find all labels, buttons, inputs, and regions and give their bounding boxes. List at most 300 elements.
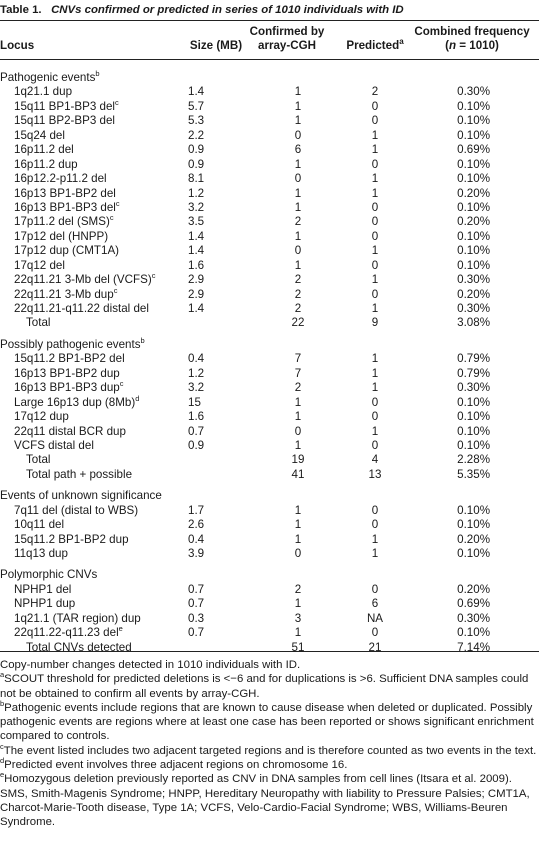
total-frequency: 5.35% <box>457 467 490 481</box>
cell-locus <box>14 533 129 547</box>
cell-predicted: 1 <box>371 128 379 142</box>
cell-frequency: 0.10% <box>457 626 490 640</box>
section-spacer <box>0 482 539 489</box>
cell-frequency: 0.10% <box>457 547 490 560</box>
cell-predicted: 0 <box>371 438 379 452</box>
cell-size: 1.4 <box>188 302 205 315</box>
table-row <box>0 518 539 532</box>
table-footnotes <box>0 658 539 830</box>
locus-text: 15q11 BP1-BP3 del <box>14 99 115 113</box>
cell-locus <box>14 273 155 287</box>
table-title: CNVs confirmed or predicted in series of 1010 individuals with ID <box>51 4 404 16</box>
section-title <box>0 568 97 582</box>
cell-predicted: 0 <box>371 395 379 409</box>
locus-text: 16p13 BP1-BP3 dup <box>14 381 120 395</box>
locus-text: 16p13 BP1-BP2 del <box>14 186 116 200</box>
table-row <box>0 381 539 395</box>
header-predicted <box>340 39 410 53</box>
locus-footnote-mark: c <box>115 199 120 209</box>
locus-footnote-mark: c <box>119 379 124 389</box>
cell-frequency: 0.30% <box>457 381 490 395</box>
section-title-sup: b <box>140 336 145 346</box>
locus-text: 22q11.21-q11.22 distal del <box>14 302 149 315</box>
total-row <box>0 468 539 482</box>
cell-size: 1.7 <box>188 503 205 517</box>
locus-text: Large 16p13 dup (8Mb) <box>14 395 136 409</box>
section-heading <box>0 338 539 352</box>
cell-size: 2.9 <box>188 273 205 287</box>
cell-predicted: 0 <box>371 157 379 171</box>
section-title <box>0 338 145 352</box>
total-predicted: 9 <box>371 316 379 330</box>
cell-predicted: 1 <box>371 244 379 258</box>
header-frequency-line2 <box>408 39 536 53</box>
table-row <box>0 143 539 157</box>
total-row <box>0 453 539 467</box>
locus-text: 1q21.1 (TAR region) dup <box>14 611 141 625</box>
total-label: Total <box>26 453 51 467</box>
locus-text: NPHP1 del <box>14 582 72 596</box>
footnote-c <box>0 741 539 758</box>
cell-confirmed: 1 <box>294 85 302 99</box>
footnote-a <box>0 672 539 701</box>
cell-size: 1.4 <box>188 244 205 258</box>
cell-predicted: 0 <box>371 626 379 640</box>
section-title <box>0 489 162 503</box>
footnote-b <box>0 701 539 744</box>
cell-frequency: 0.10% <box>457 114 490 128</box>
locus-footnote-mark: c <box>151 271 156 281</box>
cell-size: 5.3 <box>188 114 205 128</box>
locus-text: 22q11 distal BCR dup <box>14 424 126 438</box>
locus-text: 7q11 del (distal to WBS) <box>14 503 139 517</box>
total-frequency: 3.08% <box>457 316 490 330</box>
cell-frequency: 0.10% <box>457 157 490 171</box>
locus-text: NPHP1 dup <box>14 597 76 611</box>
total-confirmed: 41 <box>291 467 305 481</box>
section-heading <box>0 568 539 582</box>
locus-text: 10q11 del <box>14 518 65 532</box>
locus-text: 15q11 BP2-BP3 del <box>14 114 115 128</box>
header-confirmed-line1: Confirmed by <box>249 25 325 38</box>
total-frequency: 2.28% <box>457 453 490 467</box>
cell-confirmed: 7 <box>294 366 302 380</box>
cell-frequency: 0.10% <box>457 200 490 214</box>
cell-locus <box>14 85 72 99</box>
cell-locus <box>14 172 107 186</box>
section-spacer <box>0 561 539 568</box>
cell-frequency: 0.20% <box>457 215 490 229</box>
header-rule <box>0 59 539 60</box>
cell-confirmed: 0 <box>294 244 302 258</box>
cell-predicted: NA <box>366 611 384 625</box>
cell-predicted: 1 <box>371 532 379 546</box>
cell-predicted: 0 <box>371 287 379 301</box>
cell-predicted: 0 <box>371 258 379 272</box>
cell-frequency: 0.20% <box>457 532 490 546</box>
cell-predicted: 0 <box>371 582 379 596</box>
cell-confirmed: 1 <box>294 518 302 532</box>
section-title-text: Possibly pathogenic events <box>0 337 141 351</box>
cell-predicted: 1 <box>371 424 379 438</box>
cell-locus <box>14 285 118 302</box>
header-frequency-value: = 1010) <box>456 39 499 52</box>
cell-confirmed: 1 <box>294 258 302 272</box>
locus-text: 11q13 dup <box>14 547 68 560</box>
footnote-abbreviations: SMS, Smith-Magenis Syndrome; HNPP, Hereditary Neuropathy with liability to Pressure Palsies; CMT1A, Charcot-Marie-Tooth disease, Type 1A; VCFS, Velo-Cardio-Facial Syndrome; WBS, Williams-Beuren Syndrome. <box>0 787 530 829</box>
cell-locus <box>14 230 108 244</box>
cell-locus <box>14 129 65 143</box>
cell-confirmed: 1 <box>294 410 302 424</box>
cell-locus <box>14 158 78 172</box>
cell-confirmed: 1 <box>294 503 302 517</box>
cell-locus <box>14 518 64 532</box>
cell-locus <box>14 367 120 381</box>
total-confirmed: 19 <box>291 453 305 467</box>
cell-confirmed: 2 <box>294 582 302 596</box>
locus-text: 16p11.2 del <box>14 143 74 157</box>
cell-size: 0.9 <box>188 157 205 171</box>
cell-confirmed: 0 <box>294 172 302 186</box>
cell-confirmed: 1 <box>294 229 302 243</box>
cell-size: 2.9 <box>188 287 205 301</box>
table-row <box>0 172 539 186</box>
header-confirmed-line2: array-CGH <box>258 39 316 52</box>
bottom-rule <box>0 651 539 652</box>
header-frequency-n: n <box>448 39 457 52</box>
cell-predicted: 1 <box>371 352 379 366</box>
cell-frequency: 0.10% <box>457 128 490 142</box>
section-title-text: Events of unknown significance <box>0 489 162 503</box>
table-row <box>0 612 539 626</box>
cell-size: 3.2 <box>188 381 205 395</box>
cell-predicted: 6 <box>371 597 379 611</box>
total-label: Total CNVs detected <box>26 640 132 654</box>
header-frequency <box>408 25 536 53</box>
table-row <box>0 439 539 453</box>
locus-text: 17q12 del <box>14 258 65 272</box>
cell-size: 1.6 <box>188 410 205 424</box>
cell-predicted: 1 <box>371 186 379 200</box>
section-heading <box>0 71 539 85</box>
cell-confirmed: 0 <box>294 547 302 560</box>
locus-text: 17q12 dup <box>14 410 69 424</box>
header-frequency-line1: Combined frequency <box>414 25 530 38</box>
total-row <box>0 316 539 330</box>
cell-frequency: 0.69% <box>457 597 490 611</box>
locus-footnote-mark: c <box>109 213 114 223</box>
footnote-e-mark: e <box>0 770 5 780</box>
cell-predicted: 1 <box>371 366 379 380</box>
cell-predicted: 0 <box>371 99 379 113</box>
header-frequency-open: ( <box>445 39 449 52</box>
section-spacer <box>0 331 539 338</box>
cell-size: 1.4 <box>188 85 205 99</box>
cell-size: 3.2 <box>188 200 205 214</box>
top-rule <box>0 20 539 21</box>
cell-locus <box>14 100 119 114</box>
locus-text: VCFS distal del <box>14 438 94 452</box>
cell-frequency: 0.10% <box>457 518 490 532</box>
cell-confirmed: 2 <box>294 287 302 301</box>
footnote-a-mark: a <box>0 670 5 680</box>
cell-size: 0.9 <box>188 143 205 157</box>
cell-confirmed: 0 <box>294 424 302 438</box>
footnote-e <box>0 772 539 786</box>
cell-predicted: 0 <box>371 200 379 214</box>
cell-confirmed: 2 <box>294 302 302 315</box>
cell-size: 3.9 <box>188 547 205 560</box>
footnote-c-mark: c <box>0 741 4 751</box>
footnote-a-text: SCOUT threshold for predicted deletions is <−6 and for duplications is >6. Sufficient DNA samples could not be obtained to confirm all events by array-CGH. <box>0 673 529 700</box>
cell-size: 5.7 <box>188 99 205 113</box>
cell-frequency: 0.10% <box>457 438 490 452</box>
cell-confirmed: 1 <box>294 532 302 546</box>
cell-size: 8.1 <box>188 172 205 186</box>
cell-confirmed: 2 <box>294 381 302 395</box>
cell-predicted: 1 <box>371 172 379 186</box>
total-frequency: 7.14% <box>457 640 490 654</box>
cell-confirmed: 1 <box>294 438 302 452</box>
cell-locus <box>14 244 119 258</box>
cell-predicted: 2 <box>371 85 379 99</box>
cell-frequency: 0.30% <box>457 611 490 625</box>
cell-locus <box>14 187 116 201</box>
cell-predicted: 0 <box>371 114 379 128</box>
cell-size: 1.4 <box>188 229 205 243</box>
cell-frequency: 0.79% <box>457 352 490 366</box>
table-row <box>0 583 539 597</box>
cell-predicted: 0 <box>371 503 379 517</box>
cell-size: 1.2 <box>188 186 205 200</box>
cell-frequency: 0.10% <box>457 410 490 424</box>
total-label: Total path + possible <box>26 467 133 481</box>
footnote-intro: Copy-number changes detected in 1010 individuals with ID. <box>0 659 301 671</box>
total-predicted: 13 <box>368 467 382 481</box>
locus-footnote-mark: d <box>135 393 140 403</box>
footnote-d <box>0 758 539 772</box>
table-row <box>0 626 539 640</box>
cell-predicted: 1 <box>371 273 379 287</box>
locus-text: 1q21.1 dup <box>14 85 73 99</box>
cell-size: 0.4 <box>188 352 205 366</box>
section-title-text: Pathogenic events <box>0 71 96 84</box>
cell-confirmed: 7 <box>294 352 302 366</box>
cell-confirmed: 1 <box>294 157 302 171</box>
cell-size: 2.2 <box>188 128 205 142</box>
cell-size: 0.7 <box>188 597 205 611</box>
cell-locus <box>14 114 115 128</box>
cell-locus <box>14 143 74 157</box>
cell-locus <box>14 439 94 453</box>
cell-confirmed: 1 <box>294 597 302 611</box>
cell-size: 0.4 <box>188 532 205 546</box>
table-row <box>0 425 539 439</box>
footnote-d-mark: d <box>0 756 5 766</box>
cell-size: 3.5 <box>188 215 205 229</box>
header-confirmed <box>246 25 328 53</box>
locus-text: 16p13 BP1-BP2 dup <box>14 366 120 380</box>
header-locus: Locus <box>0 39 35 52</box>
cell-size: 0.3 <box>188 611 205 625</box>
table-body <box>0 71 539 655</box>
locus-text: 22q11.21 3-Mb del (VCFS) <box>14 273 152 287</box>
cell-confirmed: 1 <box>294 99 302 113</box>
cell-locus <box>14 302 149 316</box>
cell-confirmed: 2 <box>294 215 302 229</box>
table-row <box>0 352 539 366</box>
cell-frequency: 0.10% <box>457 424 490 438</box>
cell-frequency: 0.10% <box>457 395 490 409</box>
cell-size: 15 <box>188 395 201 409</box>
total-predicted: 4 <box>371 453 379 467</box>
table-row <box>0 114 539 128</box>
locus-footnote-mark: c <box>114 98 119 108</box>
locus-footnote-mark: c <box>113 285 118 295</box>
cell-locus <box>14 626 123 640</box>
cell-frequency: 0.20% <box>457 186 490 200</box>
locus-text: 16p13 BP1-BP3 del <box>14 200 116 214</box>
cell-locus <box>14 201 120 215</box>
locus-text: 15q24 del <box>14 128 65 142</box>
cell-locus <box>14 410 69 424</box>
cell-predicted: 0 <box>371 215 379 229</box>
cell-locus <box>14 352 125 366</box>
cell-frequency: 0.10% <box>457 503 490 517</box>
footnote-b-mark: b <box>0 699 5 709</box>
cell-frequency: 0.10% <box>457 172 490 186</box>
locus-text: 15q11.2 BP1-BP2 dup <box>14 532 129 546</box>
table-row <box>0 215 539 229</box>
cell-frequency: 0.10% <box>457 244 490 258</box>
cell-size: 0.7 <box>188 582 205 596</box>
cell-predicted: 0 <box>371 518 379 532</box>
cell-frequency: 0.10% <box>457 229 490 243</box>
footnote-b-text: Pathogenic events include regions that are known to cause disease when deleted or duplicated. Possibly pathogenic events are regions where at least one case has been reported or shows significant enrichment compared to controls. <box>0 701 534 743</box>
header-predicted-sup: a <box>399 37 404 47</box>
total-predicted: 21 <box>368 640 382 654</box>
locus-text: 16p12.2-p11.2 del <box>14 172 107 186</box>
cell-predicted: 1 <box>371 143 379 157</box>
cell-predicted: 0 <box>371 410 379 424</box>
cell-predicted: 1 <box>371 547 379 560</box>
locus-text: 16p11.2 dup <box>14 157 78 171</box>
cell-locus <box>14 583 71 597</box>
table-row <box>0 201 539 215</box>
table-row <box>0 230 539 244</box>
section-title <box>0 71 100 85</box>
table-row <box>0 393 539 410</box>
total-label: Total <box>26 316 51 330</box>
cell-locus <box>14 259 65 273</box>
cell-frequency: 0.79% <box>457 366 490 380</box>
cell-confirmed: 1 <box>294 114 302 128</box>
table-row <box>0 533 539 547</box>
cell-frequency: 0.20% <box>457 287 490 301</box>
cell-locus <box>14 597 75 611</box>
cell-size: 1.2 <box>188 366 205 380</box>
table-row <box>0 285 539 302</box>
cell-confirmed: 1 <box>294 200 302 214</box>
total-confirmed: 22 <box>291 316 305 330</box>
cell-size: 0.9 <box>188 438 205 452</box>
cell-confirmed: 6 <box>294 143 302 157</box>
table-row <box>0 100 539 114</box>
footnote-c-text: The event listed includes two adjacent targeted regions and is therefore counted as two events in the text. <box>3 744 537 757</box>
locus-text: 15q11.2 BP1-BP2 del <box>14 352 125 366</box>
cell-locus <box>14 381 123 395</box>
locus-text: 17p12 del (HNPP) <box>14 229 109 243</box>
table-row <box>0 367 539 381</box>
table-row <box>0 244 539 258</box>
table-row <box>0 504 539 518</box>
cell-locus <box>14 504 138 518</box>
locus-text: 17p12 dup (CMT1A) <box>14 244 120 258</box>
total-confirmed: 51 <box>291 640 305 654</box>
cell-frequency: 0.30% <box>457 273 490 287</box>
section-title-sup: b <box>95 69 100 79</box>
table-row <box>0 259 539 273</box>
table-row <box>0 547 539 561</box>
table-row <box>0 597 539 611</box>
cell-size: 0.7 <box>188 626 205 640</box>
cell-frequency: 0.10% <box>457 99 490 113</box>
table-row <box>0 273 539 287</box>
header-predicted-label: Predicted <box>346 39 400 52</box>
table-row <box>0 410 539 424</box>
cell-frequency: 0.69% <box>457 143 490 157</box>
cell-frequency: 0.10% <box>457 258 490 272</box>
cell-locus <box>14 215 114 229</box>
table-caption <box>0 3 539 17</box>
table-row <box>0 302 539 316</box>
cell-predicted: 1 <box>371 381 379 395</box>
cell-confirmed: 0 <box>294 128 302 142</box>
cell-predicted: 1 <box>371 302 379 315</box>
footnote-e-text: Homozygous deletion previously reported as CNV in DNA samples from cell lines (Itsara et al. 2009). <box>4 773 512 786</box>
table-row <box>0 187 539 201</box>
locus-text: 22q11.21 3-Mb dup <box>14 287 114 301</box>
cell-confirmed: 1 <box>294 186 302 200</box>
total-row <box>0 641 539 655</box>
cell-confirmed: 3 <box>294 611 302 625</box>
cell-size: 0.7 <box>188 424 205 438</box>
cell-confirmed: 1 <box>294 395 302 409</box>
cell-frequency: 0.20% <box>457 582 490 596</box>
table-label: Table 1. <box>0 4 42 16</box>
cell-frequency: 0.30% <box>457 302 490 315</box>
cell-confirmed: 1 <box>294 626 302 640</box>
cell-confirmed: 2 <box>294 273 302 287</box>
cell-predicted: 0 <box>371 229 379 243</box>
section-title-text: Polymorphic CNVs <box>0 568 98 582</box>
cell-locus <box>14 425 126 439</box>
locus-text: 22q11.22-q11.23 del <box>14 626 119 640</box>
cell-size: 2.6 <box>188 518 205 532</box>
table-row <box>0 158 539 172</box>
table-row <box>0 129 539 143</box>
table-row <box>0 85 539 99</box>
cell-frequency: 0.30% <box>457 85 490 99</box>
footnote-d-text: Predicted event involves three adjacent regions on chromosome 16. <box>4 759 348 772</box>
cell-locus <box>14 393 140 410</box>
cell-size: 1.6 <box>188 258 205 272</box>
header-size: Size (MB) <box>189 39 243 52</box>
section-heading <box>0 489 539 503</box>
locus-footnote-mark: e <box>118 624 123 634</box>
cell-locus <box>14 547 68 561</box>
locus-text: 17p11.2 del (SMS) <box>14 215 110 229</box>
